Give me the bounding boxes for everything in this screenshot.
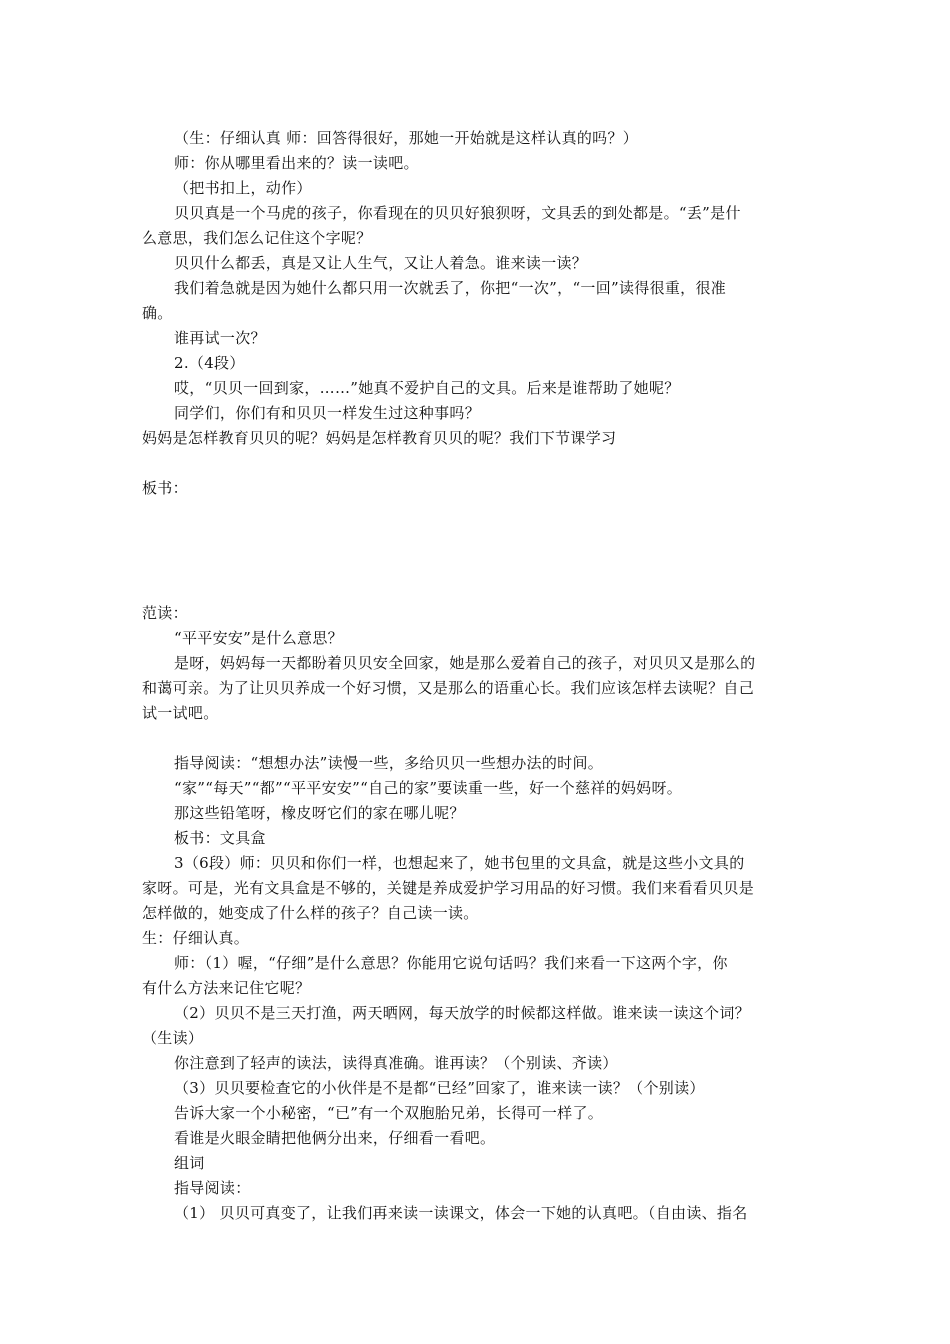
- text-line: 组词: [174, 1154, 205, 1172]
- text-line: （1） 贝贝可真变了，让我们再来读一读课文，体会一下她的认真吧。（自由读、指名: [174, 1204, 748, 1222]
- text-line: 生：仔细认真。: [142, 929, 250, 947]
- text-line: 哎，“贝贝一回到家，……”她真不爱护自己的文具。后来是谁帮助了她呢？: [174, 379, 680, 397]
- text-line: 么意思，我们怎么记住这个字呢？: [142, 229, 372, 247]
- text-line: 指导阅读：: [174, 1179, 251, 1197]
- text-line: 看谁是火眼金睛把他俩分出来，仔细看一看吧。: [174, 1129, 496, 1147]
- text-line: 谁再试一次？: [174, 329, 266, 347]
- text-line: 你注意到了轻声的读法，读得真准确。谁再读？（个别读、齐读）: [174, 1054, 618, 1072]
- text-line: 贝贝什么都丢，真是又让人生气，又让人着急。谁来读一读？: [174, 254, 588, 272]
- text-line: （3）贝贝要检查它的小伙伴是不是都“已经”回家了，谁来读一读？（个别读）: [174, 1079, 705, 1097]
- section-number: 2.（4段）: [174, 354, 245, 372]
- text-line: “家”“每天”“都”“平平安安”“自己的家”要读重一些，好一个慈祥的妈妈呀。: [174, 779, 683, 797]
- model-reading-heading: 范读：: [142, 604, 188, 622]
- text-line: 试一试吧。: [142, 704, 219, 722]
- text-line: 有什么方法来记住它呢？: [142, 979, 311, 997]
- text-line: 和蔼可亲。为了让贝贝养成一个好习惯，又是那么的语重心长。我们应该怎样去读呢？自己: [142, 679, 755, 697]
- text-line: （2）贝贝不是三天打渔，两天晒网，每天放学的时候都这样做。谁来读一读这个词？: [174, 1004, 750, 1022]
- blackboard-heading: 板书：: [142, 479, 188, 497]
- text-line: 同学们，你们有和贝贝一样发生过这种事吗？: [174, 404, 481, 422]
- text-line: 怎样做的，她变成了什么样的孩子？自己读一读。: [142, 904, 479, 922]
- text-line: 3（6段）师：贝贝和你们一样，也想起来了，她书包里的文具盒，就是这些小文具的: [174, 854, 745, 872]
- text-line: 师：（1）喔，“仔细”是什么意思？你能用它说句话吗？我们来看一下这两个字，你: [174, 954, 728, 972]
- text-line: 是呀，妈妈每一天都盼着贝贝安全回家，她是那么爱着自己的孩子，对贝贝又是那么的: [174, 654, 756, 672]
- text-line: （生：仔细认真 师：回答得很好，那她一开始就是这样认真的吗？）: [174, 129, 639, 147]
- text-line: “平平安安”是什么意思？: [174, 629, 343, 647]
- text-line: 告诉大家一个小秘密，“已”有一个双胞胎兄弟，长得可一样了。: [174, 1104, 604, 1122]
- text-line: 贝贝真是一个马虎的孩子，你看现在的贝贝好狼狈呀，文具丢的到处都是。“丢”是什: [174, 204, 741, 222]
- text-line: （生读）: [142, 1029, 204, 1047]
- text-line: 妈妈是怎样教育贝贝的呢？妈妈是怎样教育贝贝的呢？我们下节课学习: [142, 429, 617, 447]
- text-line: 指导阅读：“想想办法”读慢一些，多给贝贝一些想办法的时间。: [174, 754, 604, 772]
- text-line: 家呀。可是，光有文具盒是不够的，关键是养成爱护学习用品的好习惯。我们来看看贝贝是: [142, 879, 755, 897]
- text-line: 师：你从哪里看出来的？读一读吧。: [174, 154, 419, 172]
- text-line: （把书扣上，动作）: [174, 179, 312, 197]
- text-line: 板书：文具盒: [174, 829, 266, 847]
- text-line: 确。: [142, 304, 173, 322]
- text-line: 我们着急就是因为她什么都只用一次就丢了，你把“一次”，“一回”读得很重，很准: [174, 279, 727, 297]
- text-line: 那这些铅笔呀，橡皮呀它们的家在哪儿呢？: [174, 804, 465, 822]
